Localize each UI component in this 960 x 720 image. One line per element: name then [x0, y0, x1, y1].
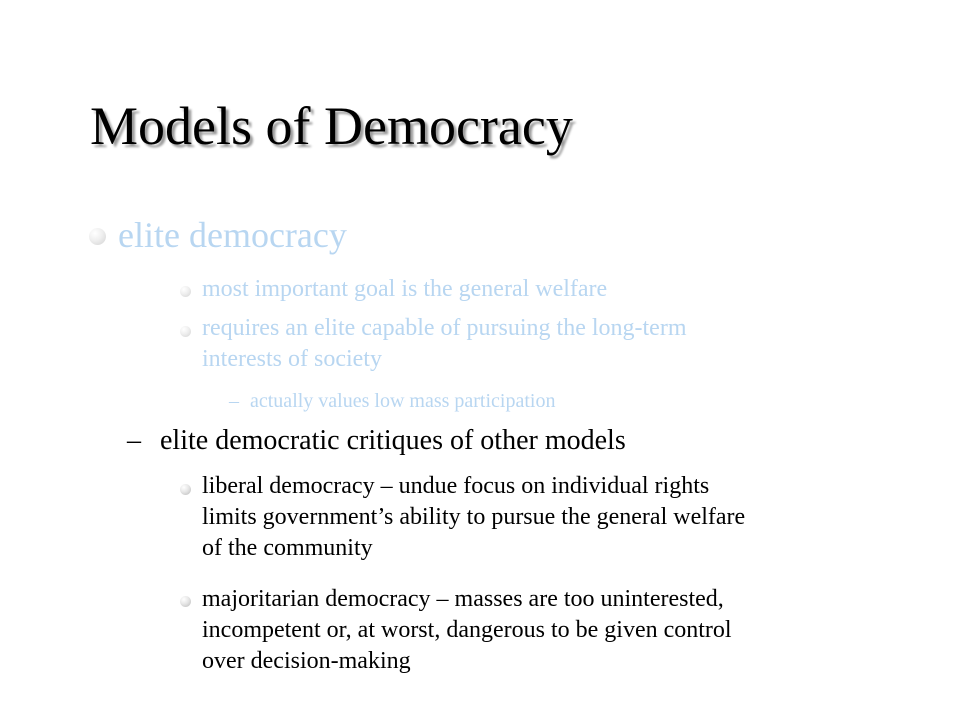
bullet-general-welfare: most important goal is the general welfare — [202, 276, 608, 302]
bullet-requires-elite-line1: requires an elite capable of pursuing the long-term — [202, 315, 687, 341]
bullet-dot-icon — [180, 596, 191, 607]
bullet-dot-icon — [180, 326, 191, 337]
slide-title: Models of Democracy — [90, 96, 573, 156]
bullet-requires-elite-line2: interests of society — [202, 346, 382, 372]
bullet-dot-icon — [180, 484, 191, 495]
bullet-low-participation: actually values low mass participation — [250, 390, 556, 412]
bullet-liberal-line3: of the community — [202, 535, 373, 561]
bullet-dot-icon — [89, 228, 106, 245]
bullet-liberal-line2: limits government’s ability to pursue the general welfare — [202, 504, 746, 530]
dash-icon: – — [229, 390, 239, 412]
bullet-critiques: elite democratic critiques of other models — [160, 425, 626, 456]
bullet-liberal-line1: liberal democracy – undue focus on individual rights — [202, 473, 710, 499]
bullet-dot-icon — [180, 286, 191, 297]
bullet-majoritarian-line2: incompetent or, at worst, dangerous to be given control — [202, 617, 732, 643]
bullet-elite-democracy: elite democracy — [118, 215, 347, 255]
bullet-majoritarian-line3: over decision-making — [202, 648, 411, 674]
dash-icon: – — [127, 425, 141, 456]
bullet-majoritarian-line1: majoritarian democracy – masses are too uninterested, — [202, 586, 724, 612]
